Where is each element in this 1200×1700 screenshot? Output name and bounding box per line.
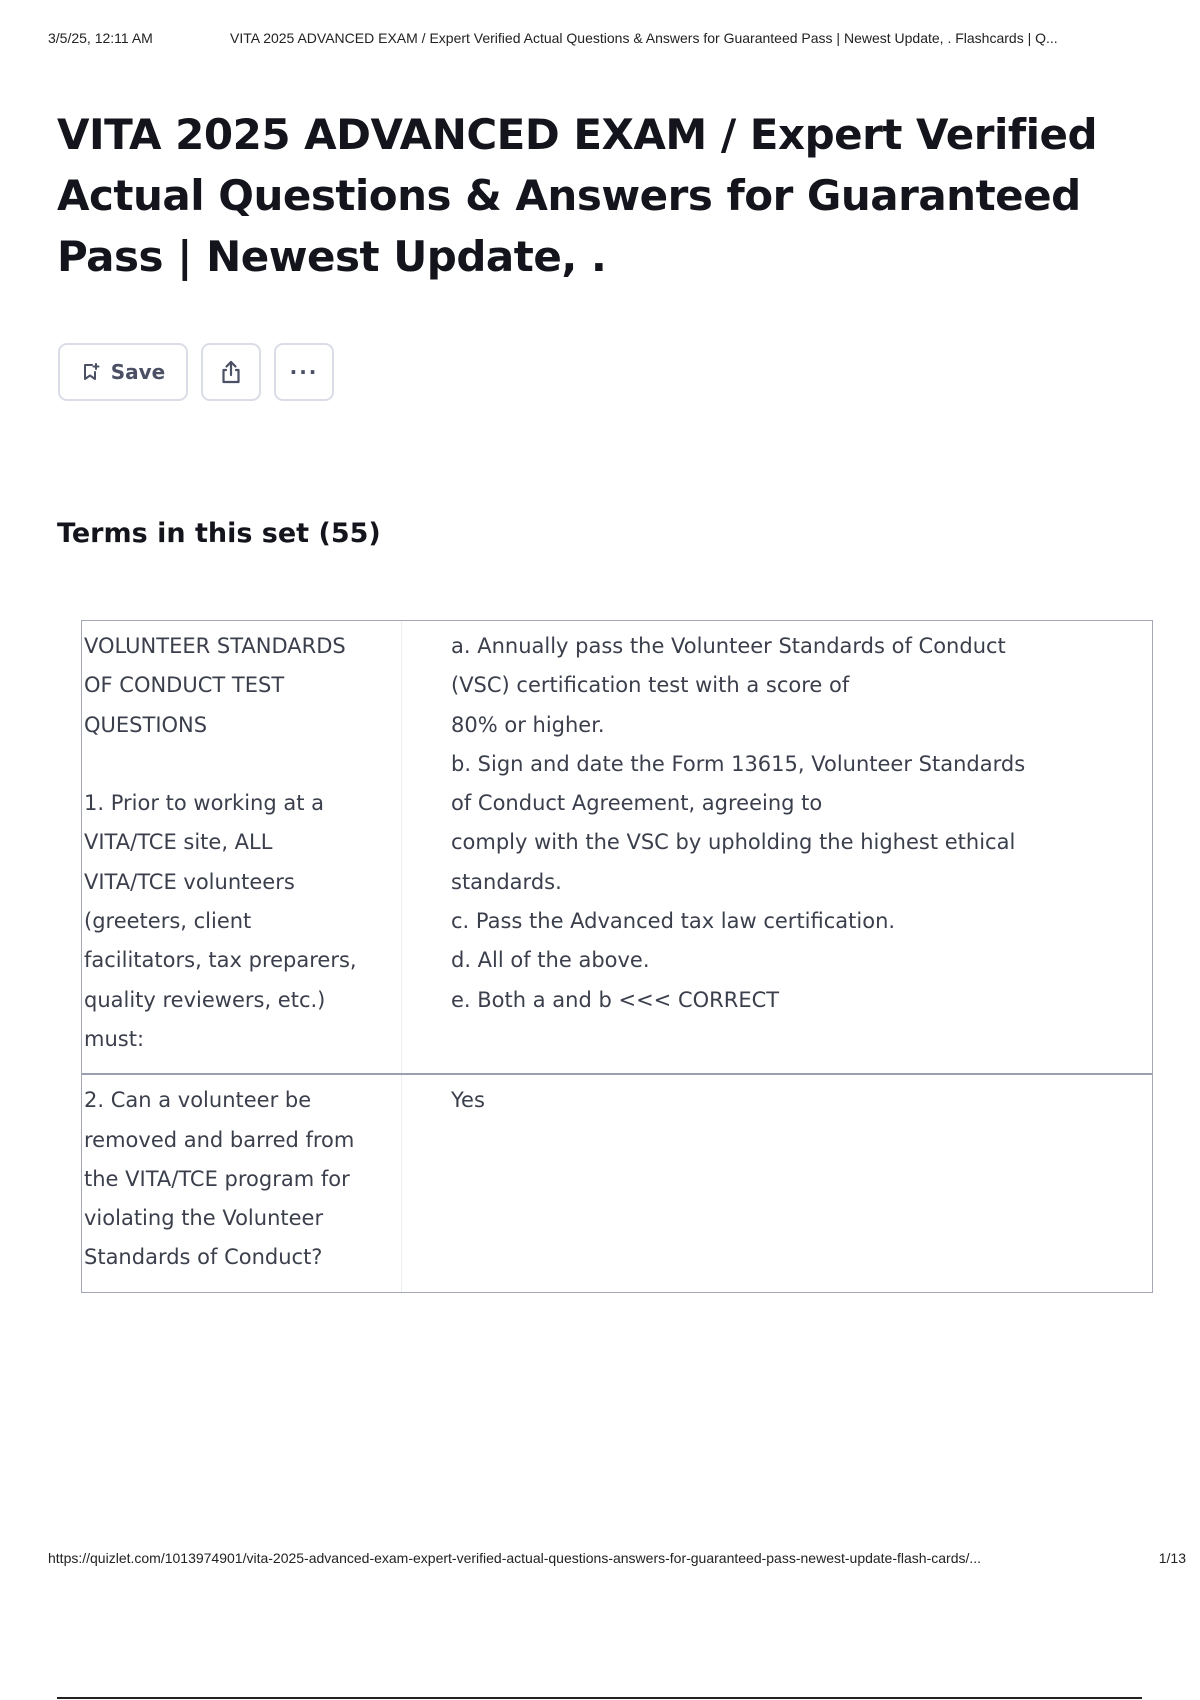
- page-number: 1/13: [1158, 1550, 1186, 1566]
- term-row: [82, 621, 1152, 1073]
- print-header: [48, 30, 1186, 50]
- definition-text: a. Annually pass the Volunteer Standards of Conduct (VSC) certification test with a score of 80% or higher. b. Sign and date the Form 13615, Volunteer Standards of Conduct Agreement, agreeing to comply with the VSC by upholding the highest ethical standards. c. Pass the Advanced tax law certification. d. All of the above. e. Both a and b <<< CORRECT: [451, 634, 1026, 1012]
- term-row: [82, 1073, 1152, 1291]
- term-text: VOLUNTEER STANDARDS OF CONDUCT TEST QUESTIONS 1. Prior to working at a VITA/TCE site, ALL VITA/TCE volunteers (greeters, client facilitators, tax preparers, quality reviewers, etc.) must:: [82, 621, 402, 1073]
- print-document-title: VITA 2025 ADVANCED EXAM / Expert Verified Actual Questions & Answers for Guaranteed Pass | Newest Update, . Flashcards | Q...: [230, 30, 1058, 46]
- share-icon: [217, 358, 245, 386]
- bookmark-plus-icon: [81, 362, 101, 382]
- print-datetime: 3/5/25, 12:11 AM: [48, 30, 153, 46]
- page-title: VITA 2025 ADVANCED EXAM / Expert Verified Actual Questions & Answers for Guaranteed Pass | Newest Update, .: [57, 110, 1098, 281]
- print-url: https://quizlet.com/1013974901/vita-2025-advanced-exam-expert-verified-actual-questions-answers-for-guaranteed-pass-newest-update-flash-cards/...: [48, 1550, 982, 1566]
- save-button[interactable]: [58, 343, 188, 401]
- more-options-button[interactable]: [274, 343, 334, 401]
- divider: [57, 1697, 1142, 1699]
- more-dots-icon: ···: [289, 360, 319, 384]
- terms-table: [81, 620, 1153, 1293]
- action-bar: [58, 343, 334, 403]
- share-button[interactable]: [201, 343, 261, 401]
- save-button-label: Save: [110, 360, 166, 384]
- terms-heading: Terms in this set (55): [57, 518, 381, 549]
- term-text: 2. Can a volunteer be removed and barred from the VITA/TCE program for violating the Volunteer Standards of Conduct?: [82, 1075, 402, 1291]
- print-footer: [48, 1550, 1186, 1570]
- definition-text: Yes: [451, 1088, 485, 1113]
